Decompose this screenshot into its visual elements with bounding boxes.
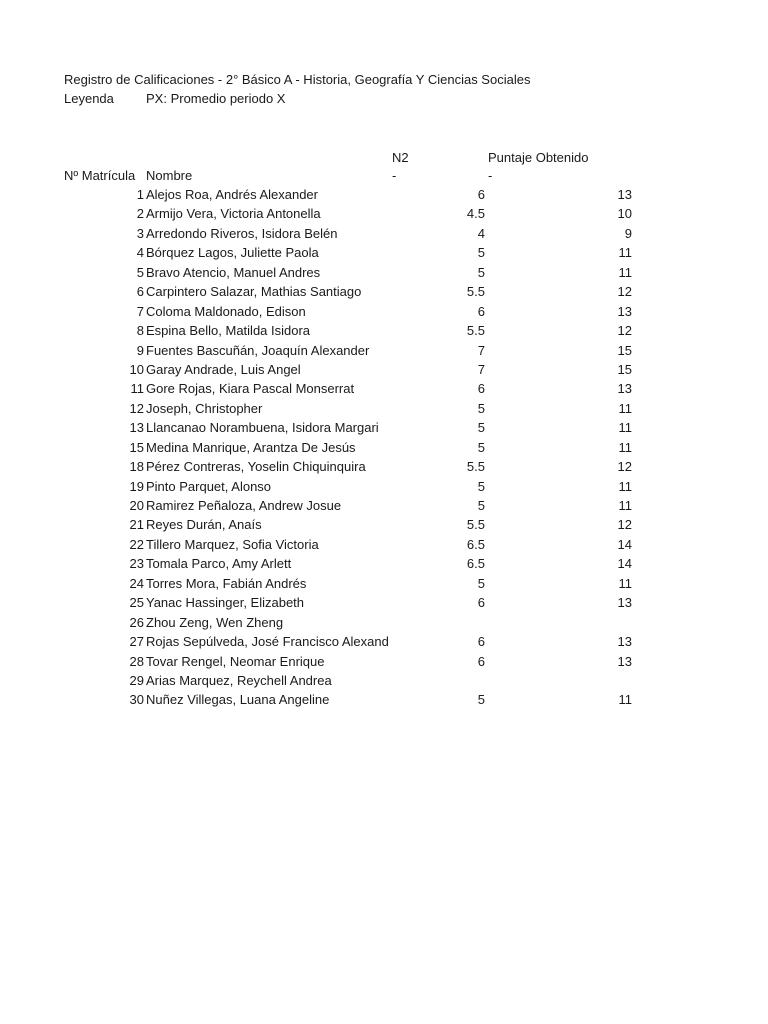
student-name-cell: Espina Bello, Matilda Isidora: [146, 323, 311, 339]
matricula-cell: 19: [129, 478, 144, 494]
table-row: [0, 652, 768, 671]
matricula-cell: 23: [129, 556, 144, 572]
n2-grade-cell: 6: [477, 634, 485, 650]
matricula-cell: 27: [129, 634, 144, 650]
n2-grade-cell: 5.5: [466, 459, 485, 475]
table-row: [0, 282, 768, 301]
matricula-cell: 11: [130, 381, 144, 397]
puntaje-cell: 11: [618, 400, 632, 416]
n2-grade-cell: 5: [477, 245, 485, 261]
column-header-n2: N2: [392, 150, 409, 165]
puntaje-cell: 11: [618, 245, 632, 261]
table-row: [0, 671, 768, 690]
n2-grade-cell: 5: [477, 439, 485, 455]
legend-label: Leyenda: [64, 91, 114, 106]
table-row: [0, 574, 768, 593]
n2-grade-cell: 5: [477, 692, 485, 708]
table-row: [0, 554, 768, 573]
table-row: [0, 224, 768, 243]
matricula-cell: 1: [136, 187, 144, 202]
table-row: [0, 690, 768, 709]
n2-grade-cell: 5.5: [466, 284, 485, 300]
student-name-cell: Armijo Vera, Victoria Antonella: [146, 206, 321, 222]
table-row: [0, 263, 768, 282]
table-row: [0, 457, 768, 476]
column-subheader-puntaje: -: [488, 168, 493, 183]
table-row: [0, 341, 768, 360]
table-row: [0, 302, 768, 321]
student-name-cell: Coloma Maldonado, Edison: [146, 303, 306, 319]
n2-grade-cell: 5: [477, 264, 485, 280]
n2-grade-cell: 5: [477, 498, 485, 513]
table-row: [0, 204, 768, 223]
puntaje-cell: 14: [617, 556, 632, 572]
table-row: [0, 418, 768, 437]
matricula-cell: 25: [129, 595, 144, 611]
column-header-matricula: Nº Matrícula: [64, 168, 136, 183]
matricula-cell: 4: [136, 245, 144, 261]
matricula-cell: 21: [129, 517, 144, 533]
puntaje-cell: 11: [618, 498, 632, 513]
n2-grade-cell: 4: [477, 225, 485, 241]
n2-grade-cell: 7: [477, 361, 485, 377]
student-name-cell: Bórquez Lagos, Juliette Paola: [146, 245, 319, 261]
table-row: [0, 613, 768, 632]
table-row: [0, 399, 768, 418]
student-name-cell: Bravo Atencio, Manuel Andres: [146, 264, 321, 280]
student-name-cell: Arias Marquez, Reychell Andrea: [146, 672, 332, 688]
n2-grade-cell: 6: [477, 653, 485, 669]
table-row: [0, 321, 768, 340]
matricula-cell: 8: [136, 323, 144, 339]
table-row: [0, 185, 768, 204]
column-subheader-n2: -: [392, 168, 397, 183]
n2-grade-cell: 5: [477, 400, 485, 416]
student-name-cell: Pérez Contreras, Yoselin Chiquinquira: [146, 459, 366, 475]
student-name-cell: Reyes Durán, Anaís: [146, 517, 262, 533]
n2-grade-cell: 5: [477, 420, 485, 436]
n2-grade-cell: 6.5: [466, 556, 485, 572]
matricula-cell: 28: [129, 653, 144, 669]
table-row: [0, 438, 768, 457]
table-row: [0, 243, 768, 262]
puntaje-cell: 11: [618, 420, 632, 436]
table-row: [0, 360, 768, 379]
student-name-cell: Tovar Rengel, Neomar Enrique: [146, 653, 325, 669]
n2-grade-cell: 6.5: [466, 536, 485, 552]
matricula-cell: 9: [136, 342, 144, 358]
puntaje-cell: 13: [617, 381, 632, 397]
student-name-cell: Joseph, Christopher: [146, 400, 263, 416]
n2-grade-cell: 5: [477, 478, 485, 494]
n2-grade-cell: 6: [477, 381, 485, 397]
puntaje-cell: 13: [617, 187, 632, 202]
student-name-cell: Yanac Hassinger, Elizabeth: [146, 595, 305, 611]
student-name-cell: Llancanao Norambuena, Isidora Margari: [146, 420, 379, 436]
puntaje-cell: 12: [617, 284, 632, 300]
puntaje-cell: 11: [618, 264, 632, 280]
column-header-puntaje: Puntaje Obtenido: [488, 150, 589, 165]
puntaje-cell: 11: [618, 478, 632, 494]
n2-grade-cell: 5.5: [466, 323, 485, 339]
n2-grade-cell: 6: [477, 595, 485, 611]
puntaje-cell: 14: [617, 536, 632, 552]
student-name-cell: Medina Manrique, Arantza De Jesús: [146, 439, 356, 455]
n2-grade-cell: 6: [477, 187, 485, 202]
puntaje-cell: 13: [617, 595, 632, 611]
grades-table: [0, 185, 768, 710]
matricula-cell: 3: [136, 225, 144, 241]
table-row: [0, 632, 768, 651]
matricula-cell: 20: [129, 498, 144, 513]
table-row: [0, 535, 768, 554]
student-name-cell: Ramirez Peñaloza, Andrew Josue: [146, 498, 342, 513]
n2-grade-cell: 6: [477, 303, 485, 319]
matricula-cell: 10: [129, 361, 144, 377]
matricula-cell: 18: [129, 459, 144, 475]
page-title: Registro de Calificaciones - 2° Básico A - Historia, Geografía Y Ciencias Sociales: [64, 72, 531, 87]
puntaje-cell: 11: [618, 439, 632, 455]
matricula-cell: 30: [129, 692, 144, 708]
student-name-cell: Nuñez Villegas, Luana Angeline: [146, 692, 330, 708]
matricula-cell: 13: [129, 420, 144, 436]
n2-grade-cell: 5.5: [466, 517, 485, 533]
student-name-cell: Tomala Parco, Amy Arlett: [146, 556, 292, 572]
table-row: [0, 477, 768, 496]
puntaje-cell: 11: [618, 575, 632, 591]
student-name-cell: Garay Andrade, Luis Angel: [146, 361, 301, 377]
student-name-cell: Pinto Parquet, Alonso: [146, 478, 272, 494]
table-row: [0, 496, 768, 515]
puntaje-cell: 12: [617, 459, 632, 475]
table-row: [0, 515, 768, 534]
puntaje-cell: 15: [617, 361, 632, 377]
puntaje-cell: 13: [617, 634, 632, 650]
matricula-cell: 22: [129, 536, 144, 552]
student-name-cell: Arredondo Riveros, Isidora Belén: [146, 225, 338, 241]
puntaje-cell: 11: [618, 692, 632, 708]
matricula-cell: 26: [129, 614, 144, 630]
table-row: [0, 379, 768, 398]
student-name-cell: Tillero Marquez, Sofia Victoria: [146, 536, 319, 552]
matricula-cell: 29: [129, 672, 144, 688]
student-name-cell: Torres Mora, Fabián Andrés: [146, 575, 307, 591]
n2-grade-cell: 7: [477, 342, 485, 358]
n2-grade-cell: 5: [477, 575, 485, 591]
matricula-cell: 7: [136, 303, 144, 319]
student-name-cell: Carpintero Salazar, Mathias Santiago: [146, 284, 362, 300]
matricula-cell: 6: [136, 284, 144, 300]
puntaje-cell: 10: [617, 206, 632, 222]
puntaje-cell: 9: [624, 225, 632, 241]
table-row: [0, 593, 768, 612]
student-name-cell: Gore Rojas, Kiara Pascal Monserrat: [146, 381, 355, 397]
column-header-nombre: Nombre: [146, 168, 193, 183]
puntaje-cell: 13: [617, 303, 632, 319]
matricula-cell: 12: [129, 400, 144, 416]
student-name-cell: Zhou Zeng, Wen Zheng: [146, 614, 284, 630]
student-name-cell: Fuentes Bascuñán, Joaquín Alexander: [146, 342, 370, 358]
puntaje-cell: 12: [617, 323, 632, 339]
matricula-cell: 2: [136, 206, 144, 222]
puntaje-cell: 15: [617, 342, 632, 358]
matricula-cell: 24: [129, 575, 144, 591]
matricula-cell: 15: [129, 439, 144, 455]
puntaje-cell: 12: [617, 517, 632, 533]
n2-grade-cell: 4.5: [466, 206, 485, 222]
matricula-cell: 5: [136, 264, 144, 280]
student-name-cell: Rojas Sepúlveda, José Francisco Alexand: [146, 634, 389, 650]
student-name-cell: Alejos Roa, Andrés Alexander: [146, 187, 318, 202]
puntaje-cell: 13: [617, 653, 632, 669]
legend-text: PX: Promedio periodo X: [146, 91, 286, 106]
